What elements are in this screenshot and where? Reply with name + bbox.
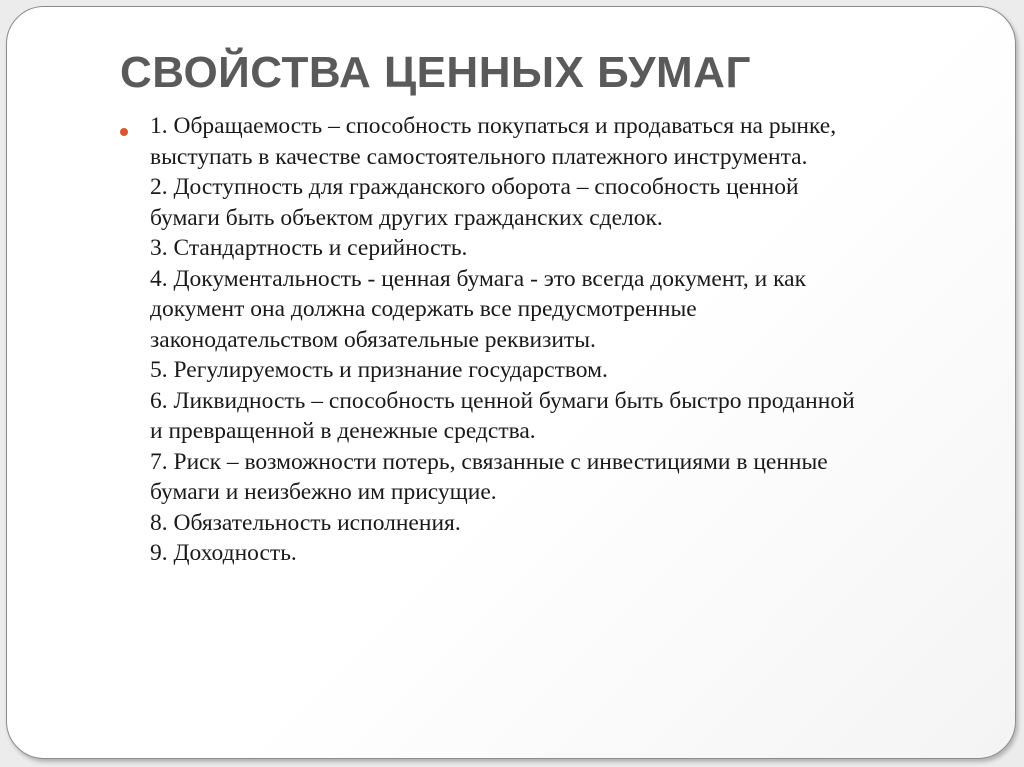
list-item-line: 9. Доходность.: [150, 540, 297, 566]
list-item-line: 7. Риск – возможности потерь, связанные с инвестициями в ценные: [150, 448, 828, 475]
list-item: [150, 233, 1000, 264]
list-item: [150, 264, 1000, 356]
list-item-line: бумаги быть объектом других гражданских сделок.: [150, 204, 663, 231]
list-item-line: 1. Обращаемость – способность покупаться и продаваться на рынке,: [150, 113, 837, 139]
list-item-line: 3. Стандартность и серийность.: [150, 235, 468, 261]
list-item-line: документ она должна содержать все предусмотренные: [150, 296, 697, 322]
list-item-line: бумаги и неизбежно им присущие.: [150, 479, 497, 505]
slide-title: СВОЙСТВА ЦЕННЫХ БУМАГ: [120, 48, 751, 97]
list-item: [150, 111, 1000, 172]
list-item: [150, 172, 1000, 233]
list-item-line: 4. Документальность - ценная бумага - это всегда документ, и как: [150, 265, 807, 292]
list-item-line: 6. Ликвидность – способность ценной бумаги быть быстро проданной: [150, 387, 855, 414]
list-item: [150, 386, 1000, 447]
list-item: [150, 508, 1000, 539]
slide: [6, 6, 1016, 759]
list-item: [150, 355, 1000, 386]
slide-content: [120, 111, 1000, 569]
bullet-dot-icon: [120, 128, 128, 136]
list-item-line: выступать в качестве самостоятельного платежного инструмента.: [150, 143, 808, 170]
list-item-line: 2. Доступность для гражданского оборота – способность ценной: [150, 174, 799, 200]
list-item-line: законодательством обязательные реквизиты.: [150, 326, 596, 353]
list-item-line: 5. Регулируемость и признание государством.: [150, 357, 608, 383]
list-item-line: 8. Обязательность исполнения.: [150, 509, 461, 536]
list-item-line: и превращенной в денежные средства.: [150, 418, 536, 444]
list-item: [150, 447, 1000, 508]
list-item: [150, 538, 1000, 569]
properties-list: [120, 111, 1000, 569]
